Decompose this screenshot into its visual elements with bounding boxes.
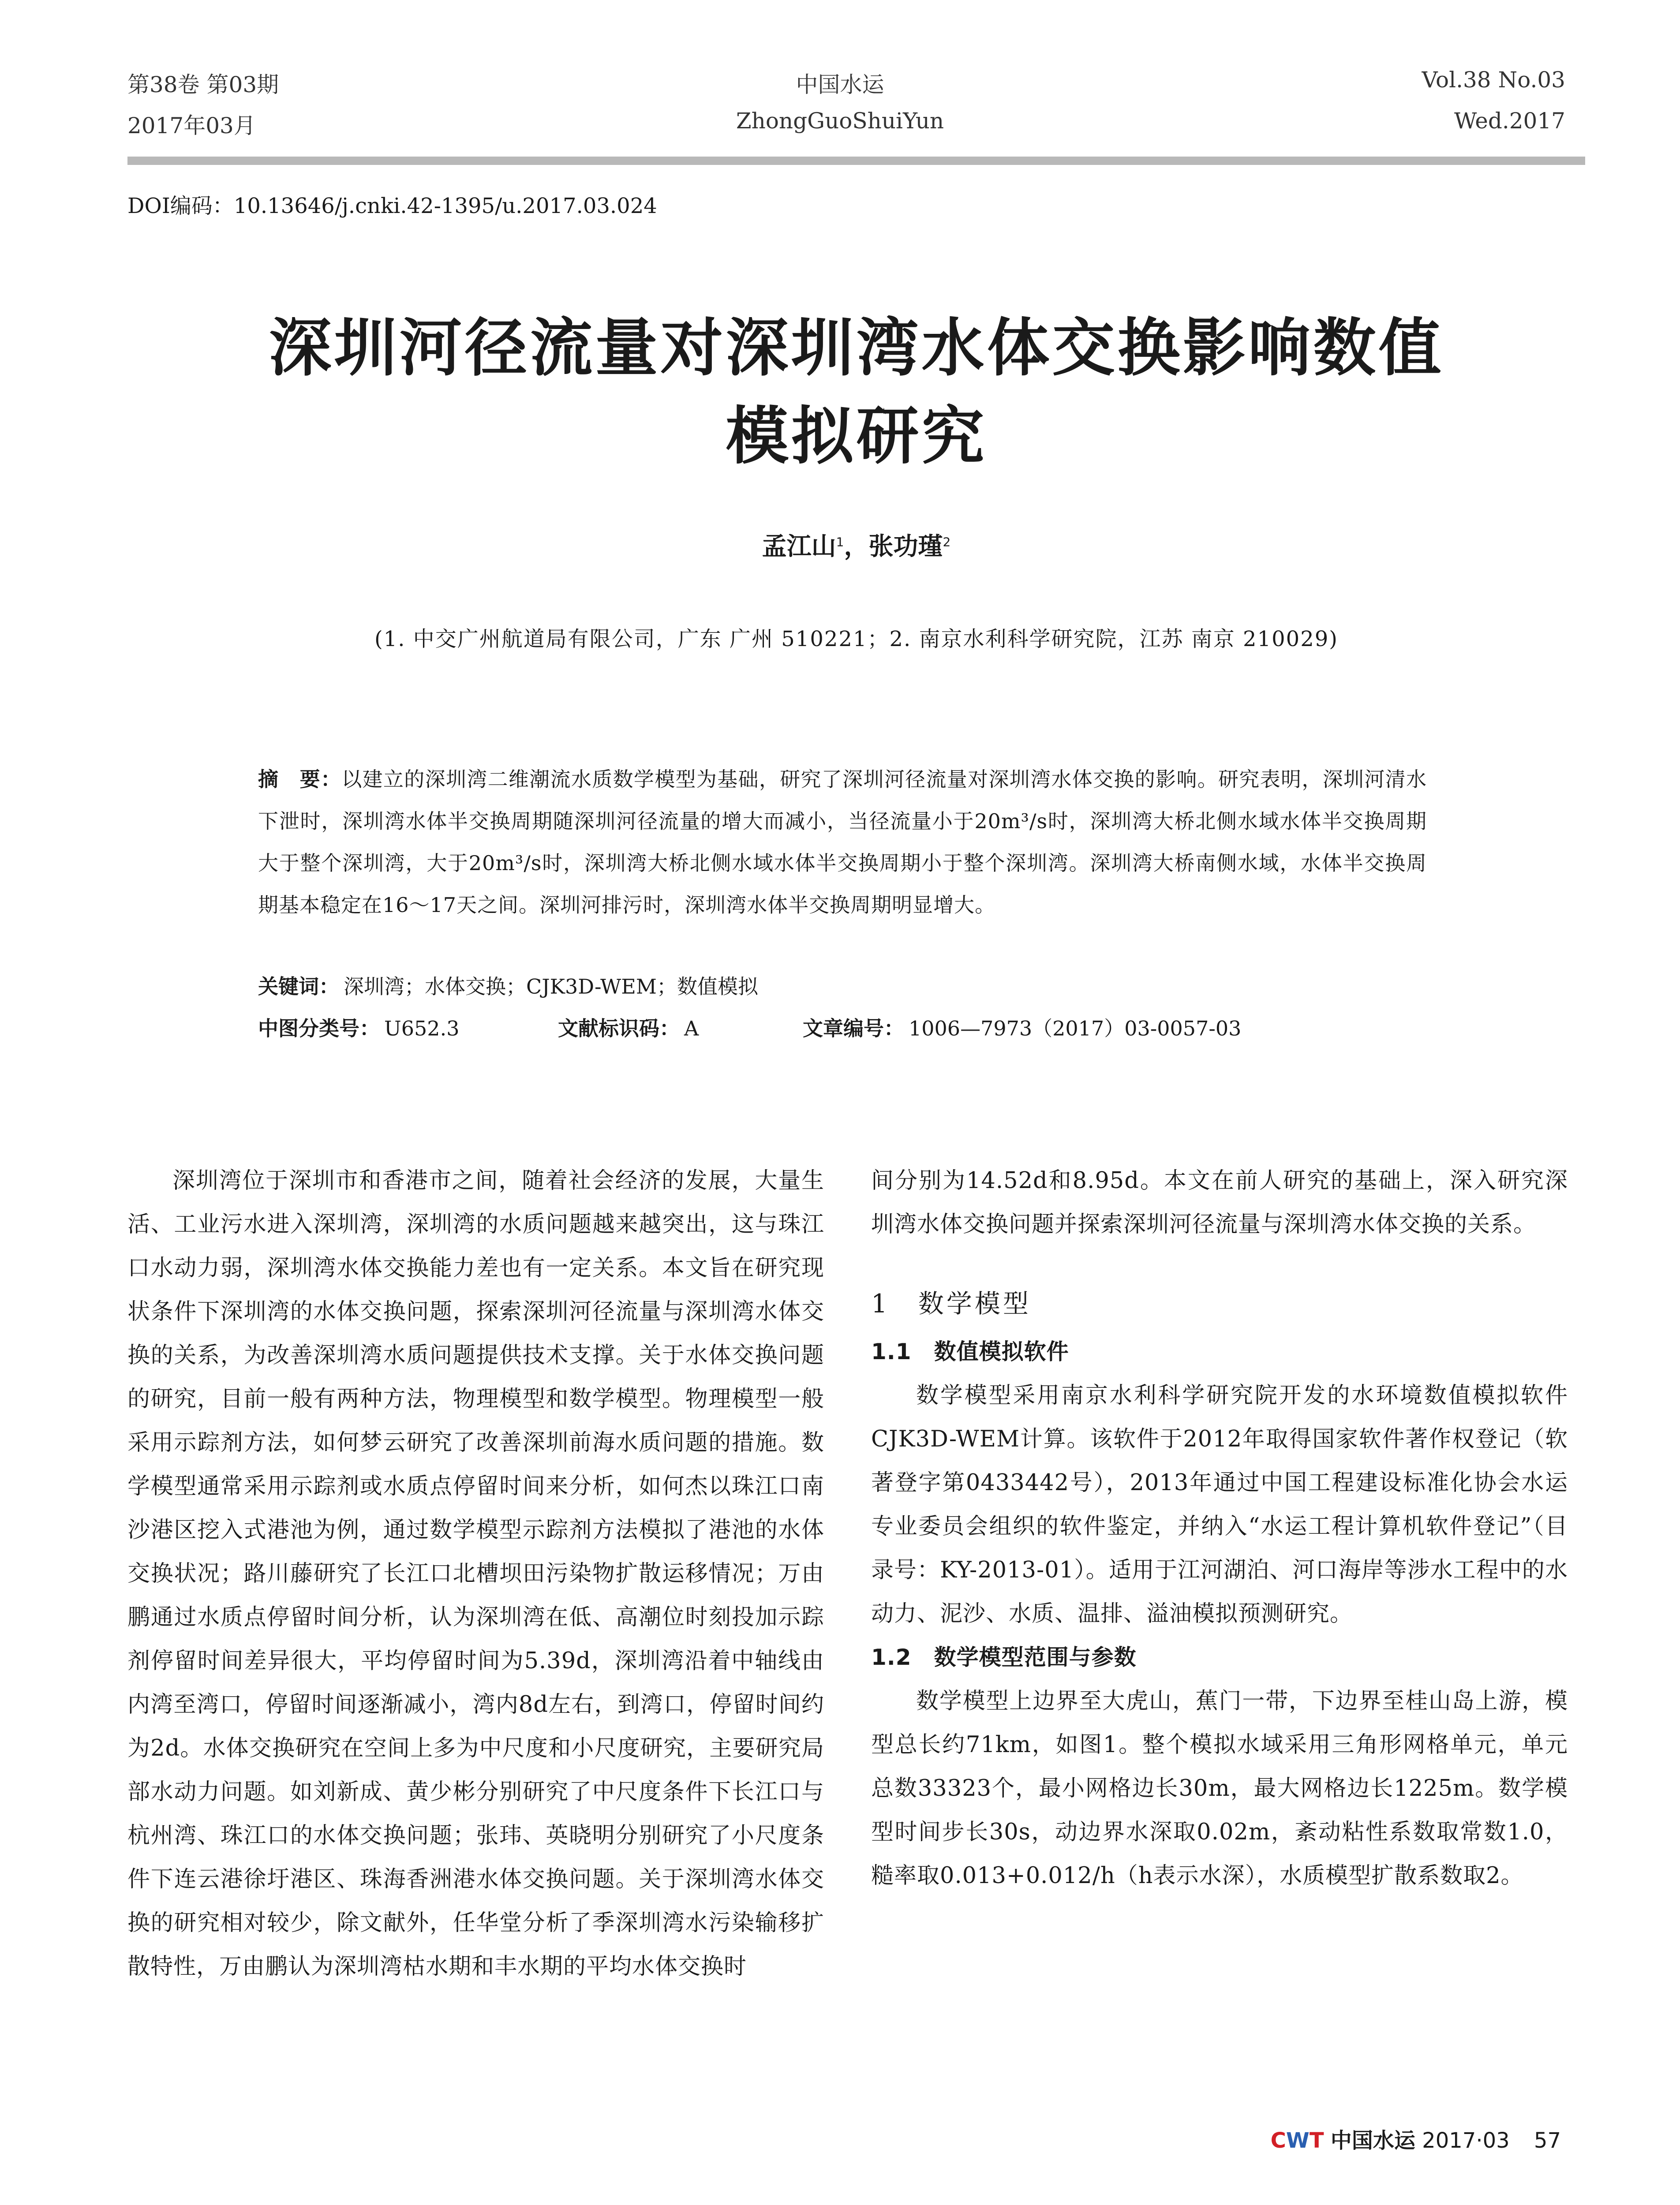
doc-code-value: A	[684, 1017, 699, 1040]
abstract	[258, 759, 1427, 926]
article-number-value: 1006—7973（2017）03-0057-03	[909, 1017, 1242, 1040]
keywords-text: 深圳湾；水体交换；CJK3D-WEM；数值模拟	[344, 975, 758, 998]
author-2-affil-mark: 2	[943, 534, 951, 549]
header-journal-cn: 中国水运	[796, 72, 884, 97]
abstract-label: 摘 要：	[258, 767, 342, 791]
section-1-heading: 1 数学模型	[871, 1289, 1031, 1319]
body-right-column	[871, 1159, 1568, 1898]
doc-code-label: 文献标识码：	[558, 1017, 680, 1040]
clc-value: U652.3	[384, 1017, 460, 1040]
affiliations: (1. 中交广州航道局有限公司，广东 广州 510221；2. 南京水利科学研究院，江苏 南京 210029)	[374, 627, 1339, 651]
cwt-logo: CWT	[1270, 2128, 1324, 2153]
header-journal-pinyin: ZhongGuoShuiYun	[736, 108, 944, 134]
keywords-label: 关键词：	[258, 975, 339, 998]
footer-issue: 2017·03	[1422, 2128, 1510, 2153]
header-volume-issue-en: Vol.38 No.03	[1422, 67, 1565, 93]
paper-title	[127, 304, 1585, 481]
doc-code	[558, 1008, 823, 1050]
paper-title-line2: 模拟研究	[726, 400, 987, 473]
section-1-1-text: 数学模型采用南京水利科学研究院开发的水环境数值模拟软件CJK3D-WEM计算。该软件于2012年取得国家软件著作权登记（软著登字第0433442号），2013年通过中国工程建设标准化协会水运专业委员会组织的软件鉴定，并纳入“水运工程计算机软件登记”（目录号：KY-2013-01）。适用于江河湖泊、河口海岸等涉水工程中的水动力、泥沙、水质、温排、溢油模拟预测研究。	[871, 1383, 1568, 1627]
author-1-affil-mark: 1	[836, 534, 844, 549]
author-1: 孟江山	[762, 532, 836, 561]
author-2: 张功瑾	[868, 532, 943, 561]
header-volume-issue: 第38卷 第03期	[127, 72, 279, 97]
footer-journal: 中国水运	[1330, 2128, 1415, 2153]
authors	[127, 527, 1585, 562]
page-footer	[1271, 2123, 1561, 2154]
section-1-2-heading: 1.2 数学模型范围与参数	[871, 1644, 1137, 1670]
doi: DOI编码：10.13646/j.cnki.42-1395/u.2017.03.024	[127, 194, 657, 218]
author-separator: ，	[844, 532, 869, 561]
section-1-1-heading: 1.1 数值模拟软件	[871, 1339, 1069, 1364]
article-number-label: 文章编号：	[803, 1017, 904, 1040]
article-number	[803, 1008, 1420, 1050]
keywords	[258, 966, 1427, 1008]
header-date-cn: 2017年03月	[127, 113, 256, 138]
body-left-column	[127, 1159, 824, 1988]
abstract-text: 以建立的深圳湾二维潮流水质数学模型为基础，研究了深圳河径流量对深圳湾水体交换的影响。研究表明，深圳河清水下泄时，深圳湾水体半交换周期随深圳河径流量的增大而减小，当径流量小于20m³/s时，深圳湾大桥北侧水域水体半交换周期大于整个深圳湾，大于20m³/s时，深圳湾大桥北侧水域水体半交换周期小于整个深圳湾。深圳湾大桥南侧水域，水体半交换周期基本稳定在16～17天之间。深圳河排污时，深圳湾水体半交换周期明显增大。	[258, 767, 1427, 917]
paper-title-line1: 深圳河径流量对深圳湾水体交换影响数值	[269, 312, 1444, 385]
page-number: 57	[1534, 2128, 1561, 2153]
header-date-en: Wed.2017	[1454, 108, 1565, 134]
intro-continuation: 间分别为14.52d和8.95d。本文在前人研究的基础上，深入研究深圳湾水体交换问题并探索深圳河径流量与深圳湾水体交换的关系。	[871, 1168, 1568, 1237]
header-rule	[127, 157, 1585, 165]
section-1-2-text: 数学模型上边界至大虎山，蕉门一带，下边界至桂山岛上游，模型总长约71km，如图1。整个模拟水域采用三角形网格单元，单元总数33323个，最小网格边长30m，最大网格边长1225m。数学模型时间步长30s，动边界水深取0.02m，紊动粘性系数取常数1.0，糙率取0.013+0.012/h（h表示水深），水质模型扩散系数取2。	[871, 1688, 1568, 1889]
clc-label: 中图分类号：	[258, 1017, 380, 1040]
intro-paragraph: 深圳湾位于深圳市和香港市之间，随着社会经济的发展，大量生活、工业污水进入深圳湾，深圳湾的水质问题越来越突出，这与珠江口水动力弱，深圳湾水体交换能力差也有一定关系。本文旨在研究现状条件下深圳湾的水体交换问题，探索深圳河径流量与深圳湾水体交换的关系，为改善深圳湾水质问题提供技术支撑。关于水体交换问题的研究，目前一般有两种方法，物理模型和数学模型。物理模型一般采用示踪剂方法，如何梦云研究了改善深圳前海水质问题的措施。数学模型通常采用示踪剂或水质点停留时间来分析，如何杰以珠江口南沙港区挖入式港池为例，通过数学模型示踪剂方法模拟了港池的水体交换状况；路川藤研究了长江口北槽坝田污染物扩散运移情况；万由鹏通过水质点停留时间分析，认为深圳湾在低、高潮位时刻投加示踪剂停留时间差异很大，平均停留时间为5.39d，深圳湾沿着中轴线由内湾至湾口，停留时间逐渐减小，湾内8d左右，到湾口，停留时间约为2d。水体交换研究在空间上多为中尺度和小尺度研究，主要研究局部水动力问题。如刘新成、黄少彬分别研究了中尺度条件下长江口与杭州湾、珠江口的水体交换问题；张玮、英晓明分别研究了小尺度条件下连云港徐圩港区、珠海香洲港水体交换问题。关于深圳湾水体交换的研究相对较少，除文献外，任华堂分析了季深圳湾水污染输移扩散特性，万由鹏认为深圳湾枯水期和丰水期的平均水体交换时	[127, 1168, 824, 1980]
